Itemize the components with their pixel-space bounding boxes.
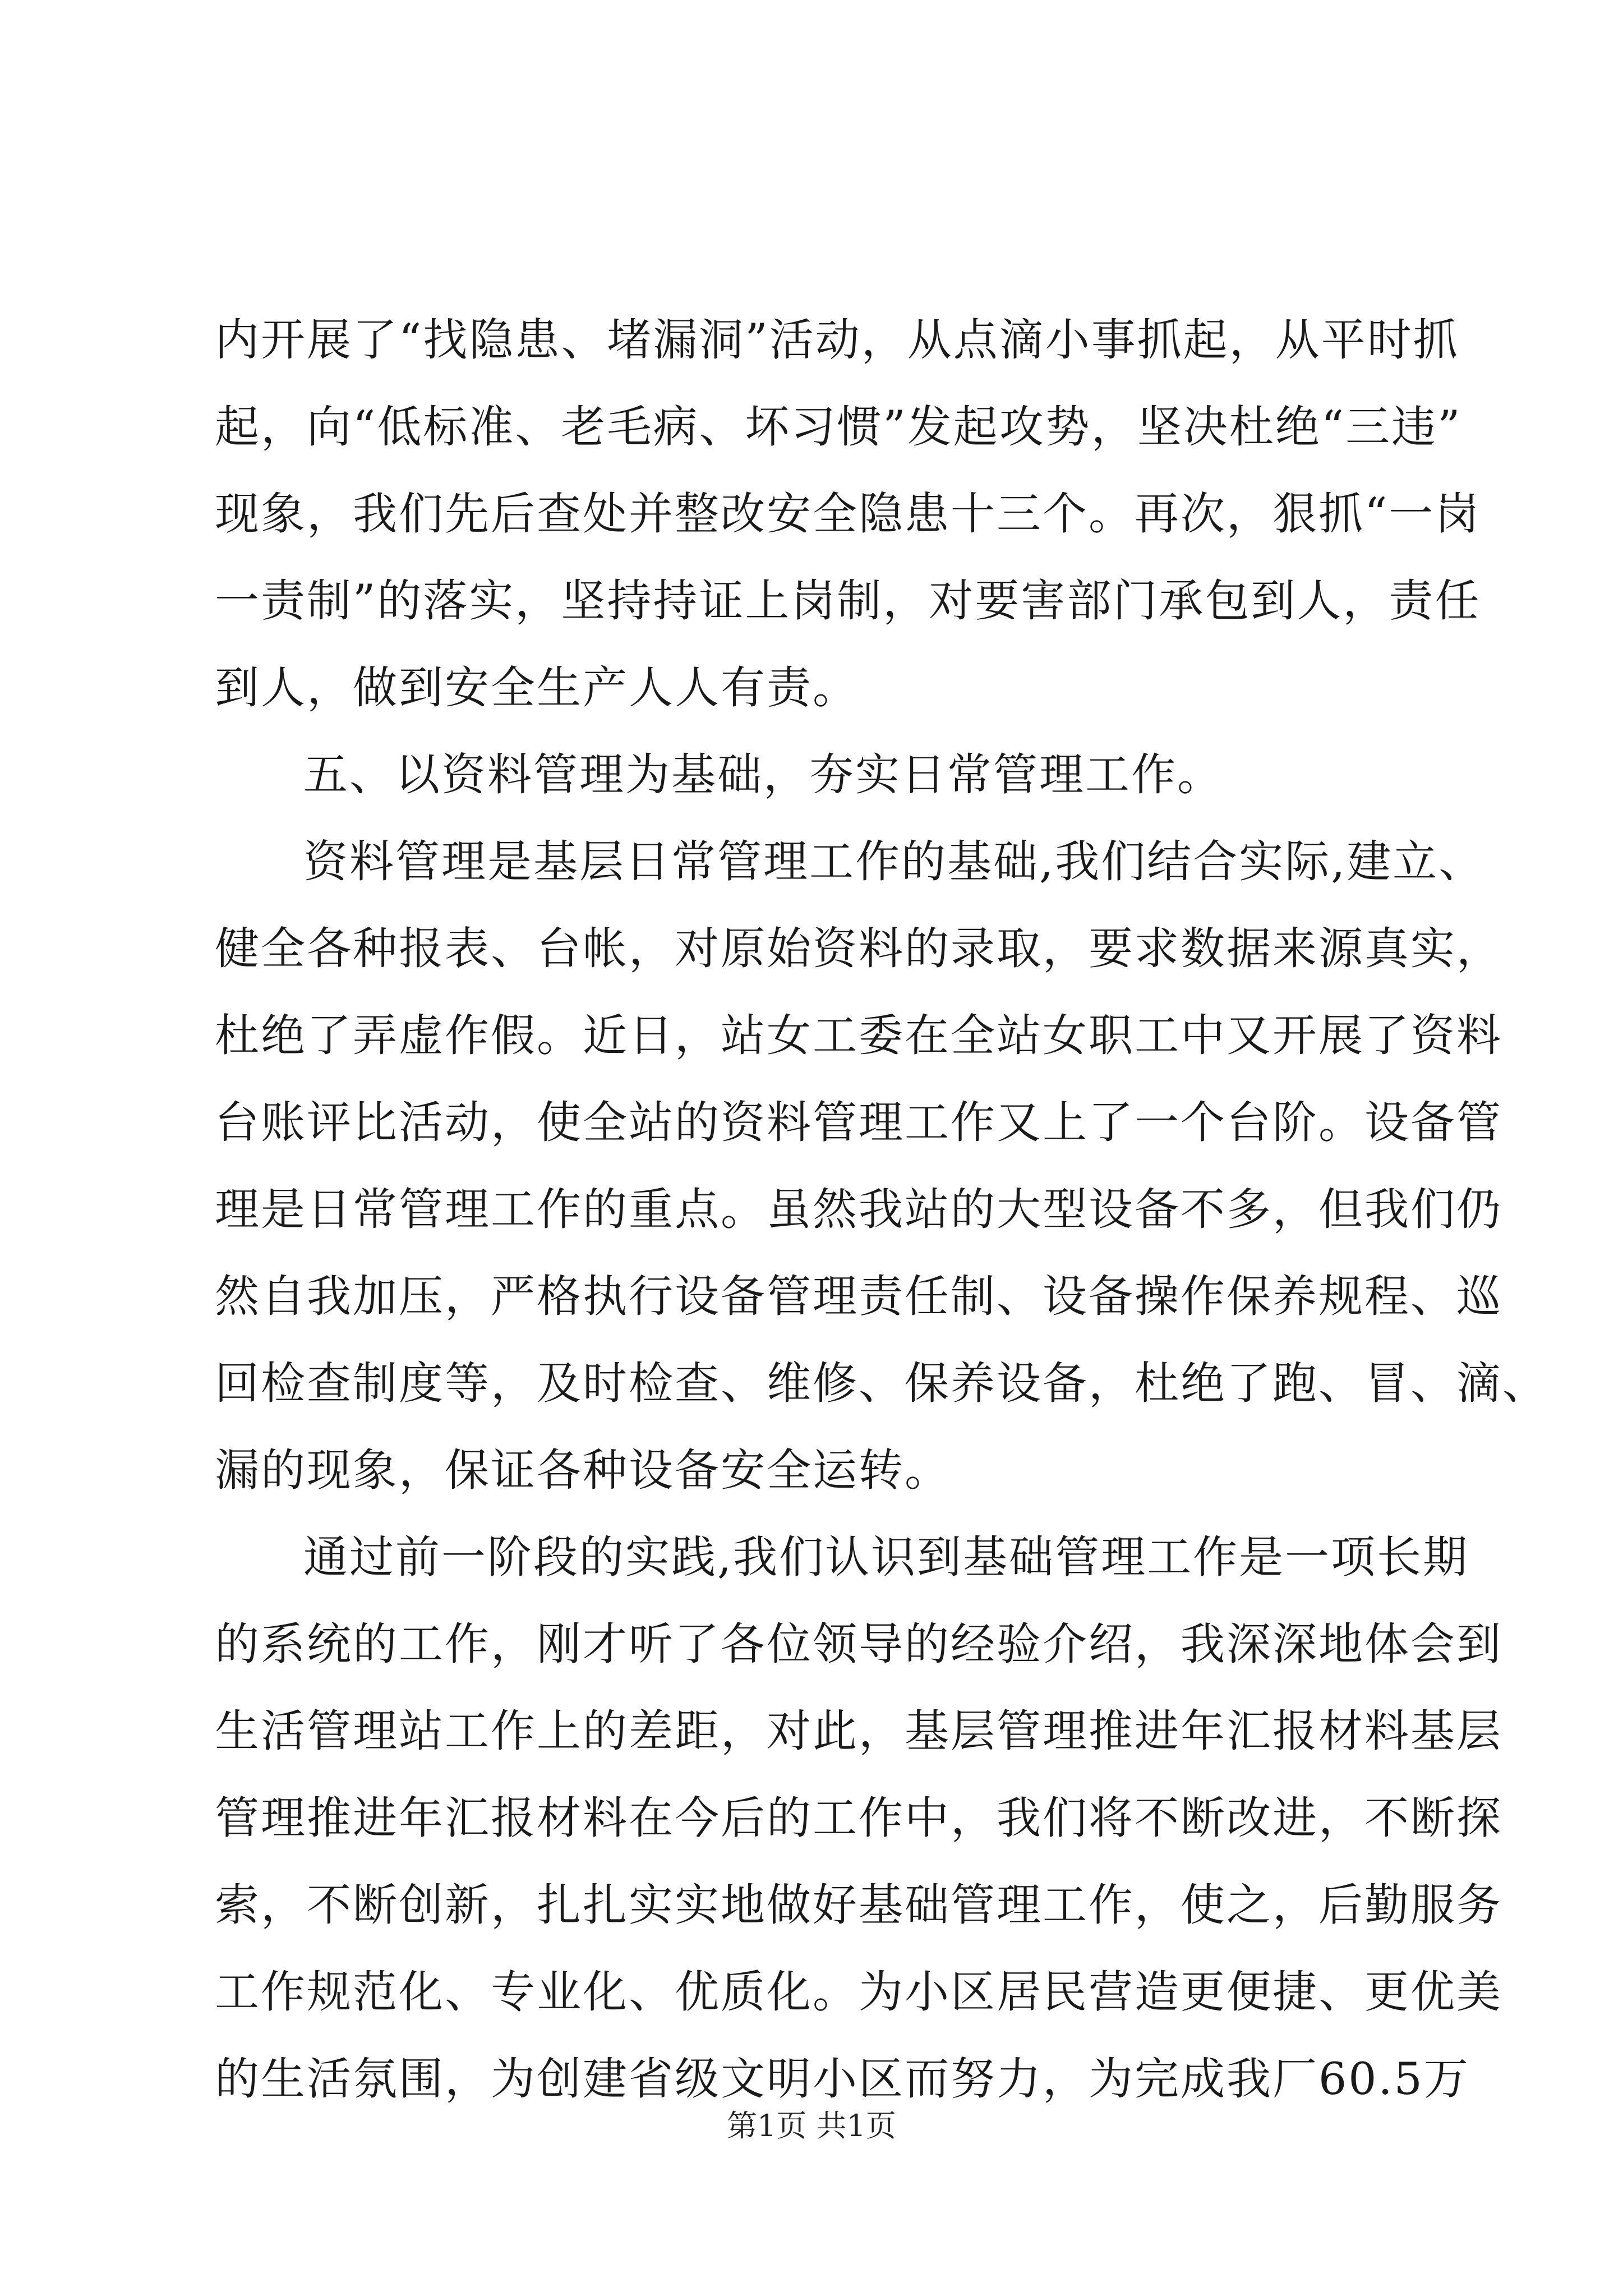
text-line: 的生活氛围，为创建省级文明小区而努力，为完成我厂60.5万 — [215, 2053, 1470, 2105]
text-line: 内开展了“找隐患、堵漏洞”活动，从点滴小事抓起，从平时抓 — [215, 314, 1459, 366]
text-line: 通过前一阶段的实践,我们认识到基础管理工作是一项长期 — [303, 1531, 1469, 1583]
text-line: 健全各种报表、台帐，对原始资料的录取，要求数据来源真实， — [215, 923, 1502, 974]
text-line: 管理推进年汇报材料在今后的工作中，我们将不断改进，不断探 — [215, 1792, 1502, 1844]
page-number-footer: 第1页 共1页 — [727, 2108, 896, 2143]
text-line: 起，向“低标准、老毛病、坏习惯”发起攻势，坚决杜绝“三违” — [215, 401, 1462, 453]
text-line: 到人，做到安全生产人人有责。 — [215, 662, 859, 714]
text-line: 理是日常管理工作的重点。虽然我站的大型设备不多，但我们仍 — [215, 1184, 1502, 1235]
text-line: 现象，我们先后查处并整改安全隐患十三个。再次，狠抓“一岗 — [215, 488, 1481, 540]
section-heading: 五、以资料管理为基础，夯实日常管理工作。 — [303, 749, 1223, 800]
text-line: 然自我加压，严格执行设备管理责任制、设备操作保养规程、巡 — [215, 1271, 1502, 1322]
text-line: 台账评比活动，使全站的资料管理工作又上了一个台阶。设备管 — [215, 1097, 1502, 1148]
text-line: 资料管理是基层日常管理工作的基础,我们结合实际,建立、 — [303, 836, 1485, 887]
text-line: 漏的现象，保证各种设备安全运转。 — [215, 1444, 951, 1496]
text-line: 回检查制度等，及时检查、维修、保养设备，杜绝了跑、冒、滴、 — [215, 1358, 1548, 1409]
text-line: 工作规范化、专业化、优质化。为小区居民营造更便捷、更优美 — [215, 1966, 1502, 2018]
text-line: 一责制”的落实，坚持持证上岗制，对要害部门承包到人，责任 — [215, 575, 1481, 627]
text-line: 的系统的工作，刚才听了各位领导的经验介绍，我深深地体会到 — [215, 1618, 1502, 1670]
text-line: 索，不断创新，扎扎实实地做好基础管理工作，使之，后勤服务 — [215, 1879, 1502, 1931]
text-line: 生活管理站工作上的差距，对此，基层管理推进年汇报材料基层 — [215, 1705, 1502, 1757]
text-line: 杜绝了弄虚作假。近日，站女工委在全站女职工中又开展了资料 — [215, 1010, 1502, 1061]
